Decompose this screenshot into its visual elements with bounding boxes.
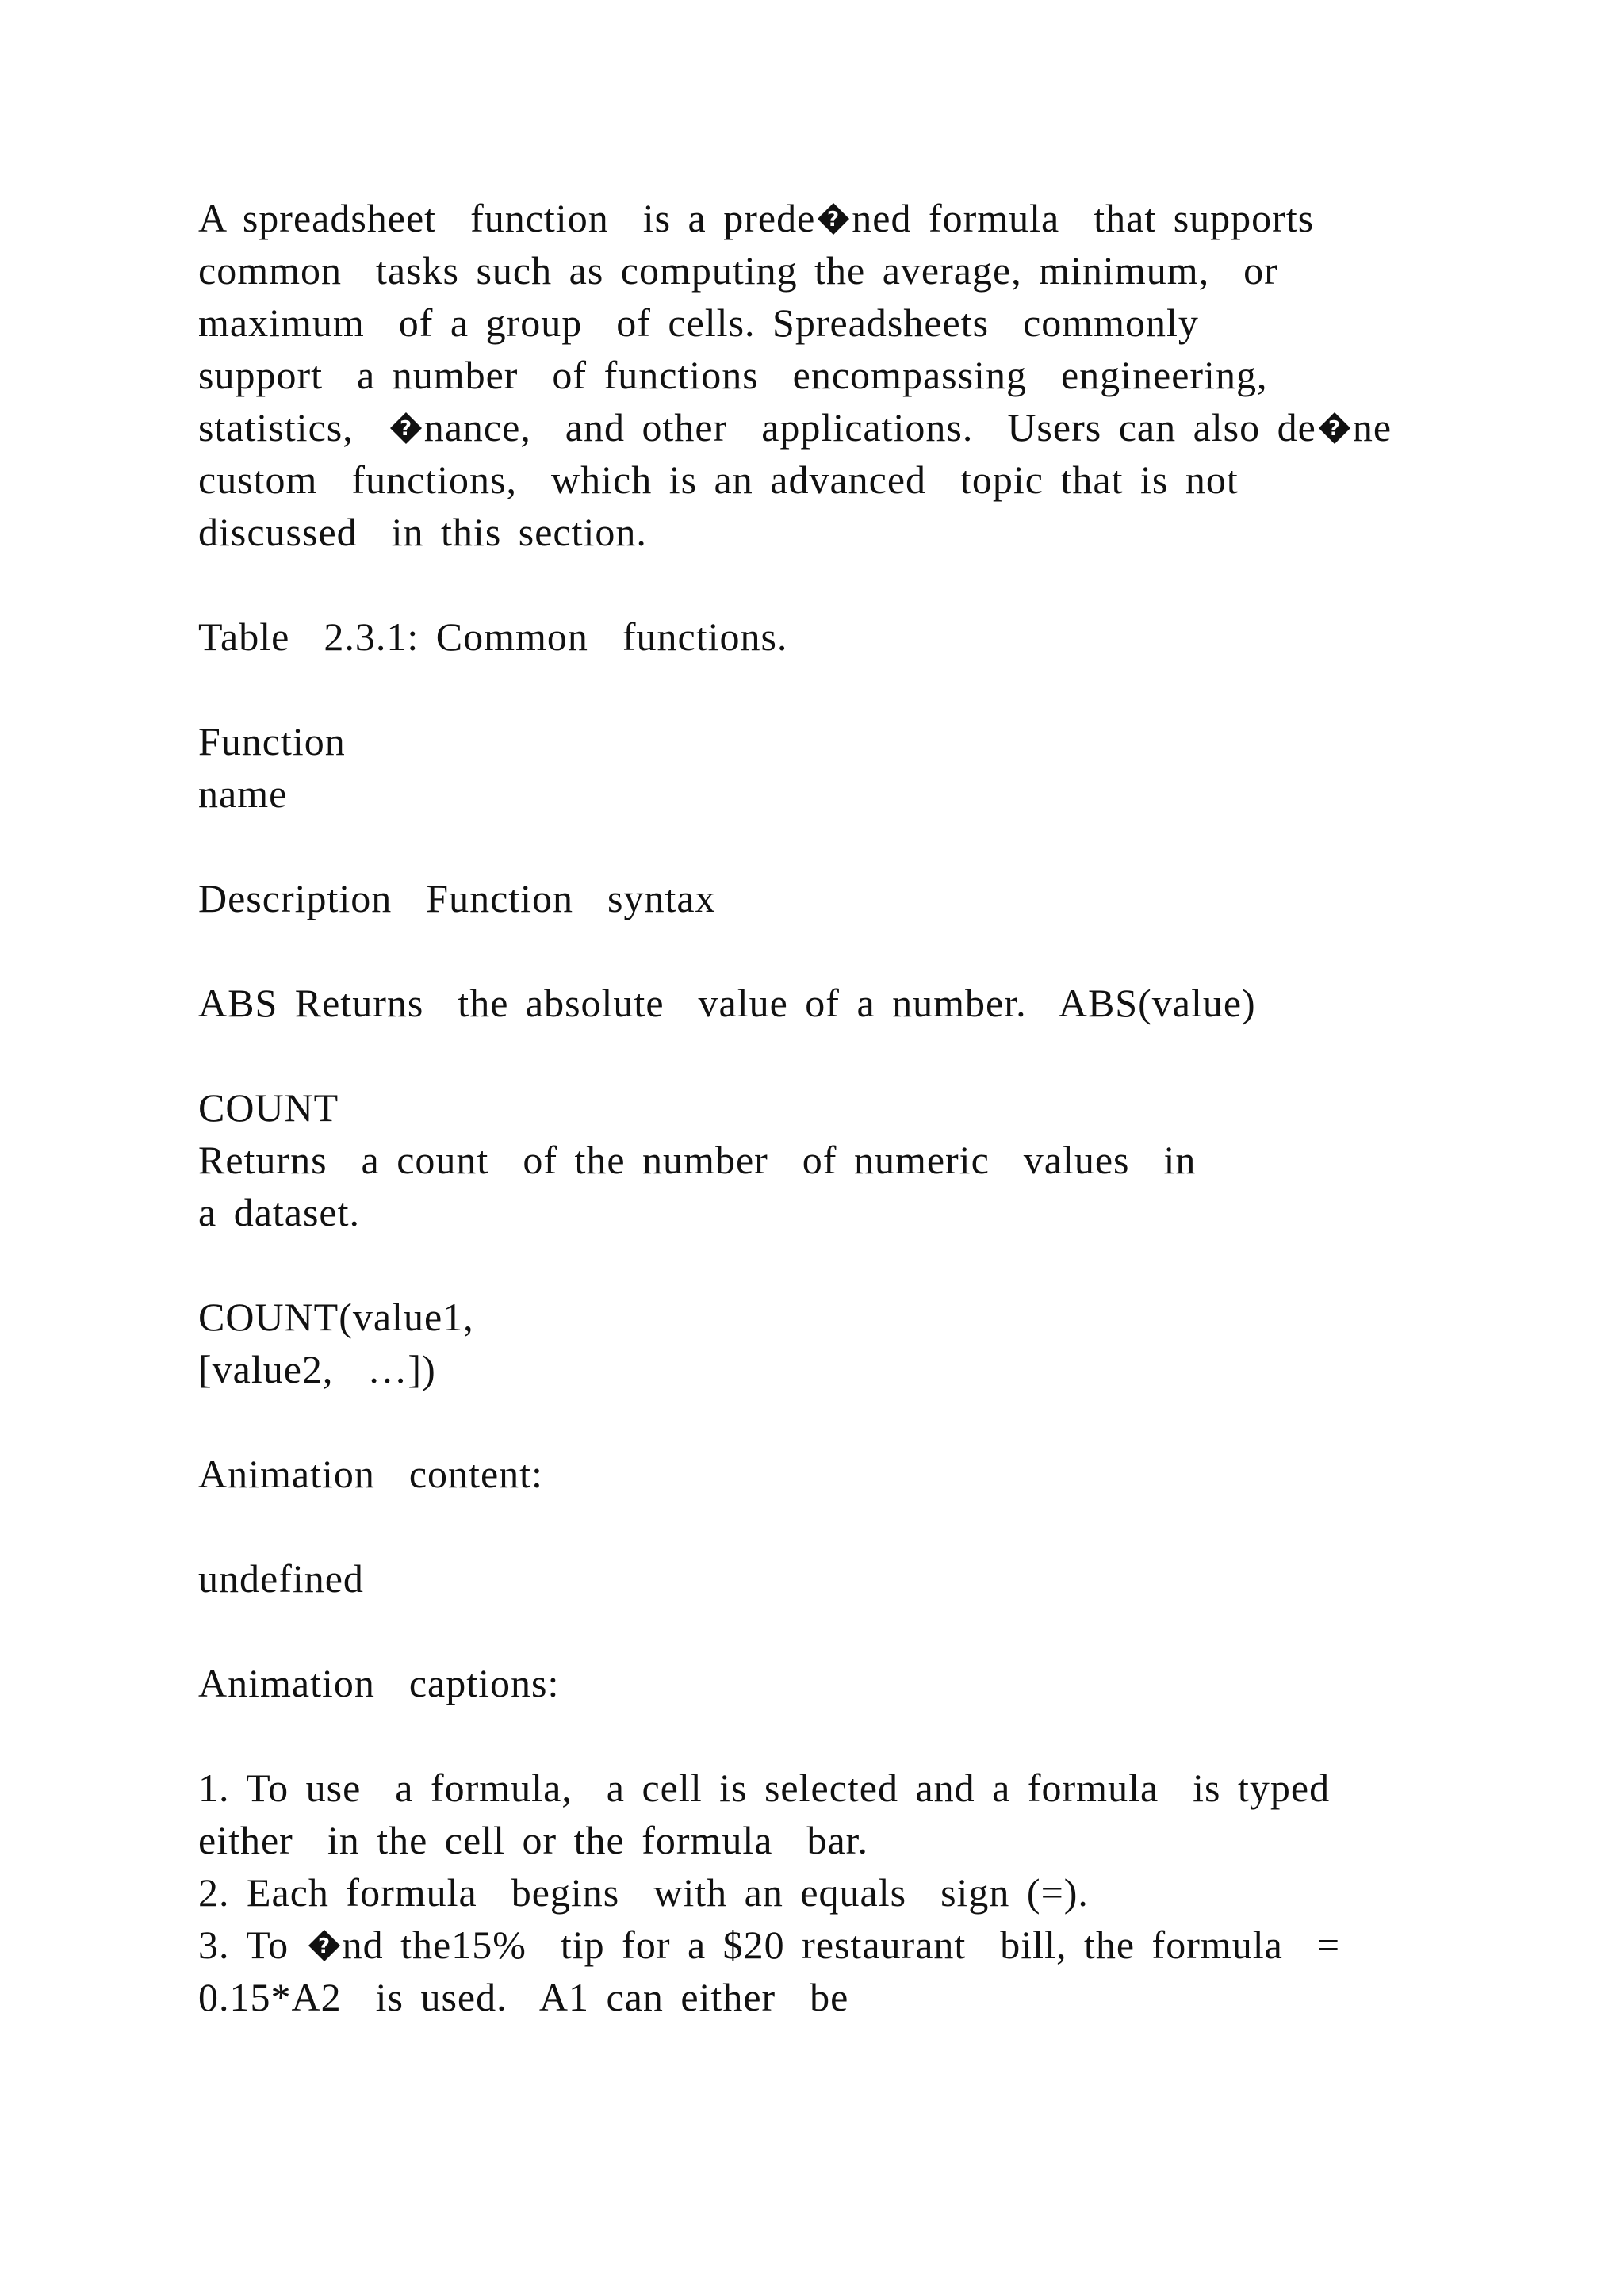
intro-line-5-part-b: nance, and other applications. Users can also de (423, 405, 1316, 450)
spacer (198, 1709, 1546, 1762)
table-caption: Table 2.3.1: Common functions. (198, 614, 788, 659)
svg-text:?: ? (1327, 417, 1341, 441)
animation-captions-label: Animation captions: (198, 1661, 560, 1705)
svg-text:?: ? (317, 1934, 331, 1958)
replacement-character-icon (1317, 411, 1352, 446)
caption-2: 2. Each formula begins with an equals sign (=). (198, 1870, 1089, 1915)
animation-content-label: Animation content: (198, 1452, 543, 1496)
intro-line-6: custom functions, which is an advanced topic that is not (198, 457, 1239, 502)
caption-3-line-1-part-a: 3. To (198, 1923, 306, 1967)
row-abs: ABS Returns the absolute value of a number. ABS(value) (198, 981, 1256, 1025)
spacer (198, 924, 1546, 977)
intro-line-5-part-a: statistics, (198, 405, 388, 450)
spacer (198, 1238, 1546, 1291)
intro-line-1 (198, 192, 1546, 244)
row-count-description-line-2: a dataset. (198, 1190, 361, 1234)
intro-line-7: discussed in this section. (198, 510, 647, 554)
replacement-character-icon (307, 1928, 342, 1963)
header-description-syntax: Description Function syntax (198, 876, 716, 920)
svg-text:?: ? (399, 417, 412, 441)
intro-line-4: support a number of functions encompassing engineering, (198, 353, 1268, 397)
intro-line-5 (198, 401, 1546, 453)
spacer (198, 1395, 1546, 1448)
replacement-character-icon (389, 411, 423, 446)
spacer (198, 1605, 1546, 1657)
row-count-syntax-line-1: COUNT(value1, (198, 1295, 474, 1339)
intro-line-3: maximum of a group of cells. Spreadsheets commonly (198, 300, 1199, 345)
row-count-syntax-line-2: [value2, …]) (198, 1347, 436, 1391)
svg-text:?: ? (827, 208, 841, 232)
intro-line-1-part-a: A spreadsheet function is a prede (198, 196, 816, 240)
intro-line-5-part-c: ne (1352, 405, 1392, 450)
spacer (198, 1029, 1546, 1081)
header-function-name-line-2: name (198, 771, 288, 816)
spacer (198, 558, 1546, 610)
spacer (198, 820, 1546, 872)
caption-3-line-1-part-b: nd the15% tip for a $20 restaurant bill, the formula = (342, 1923, 1341, 1967)
caption-1-line-1: 1. To use a formula, a cell is selected and a formula is typed (198, 1766, 1331, 1810)
row-count-description-line-1: Returns a count of the number of numeric values in (198, 1138, 1197, 1182)
caption-3-line-1 (198, 1919, 1546, 1971)
intro-line-2: common tasks such as computing the average, minimum, or (198, 248, 1278, 293)
spacer (198, 663, 1546, 715)
row-count-name: COUNT (198, 1085, 339, 1130)
header-function-name-line-1: Function (198, 719, 346, 763)
spacer (198, 1500, 1546, 1552)
caption-3-line-2: 0.15*A2 is used. A1 can either be (198, 1975, 849, 2019)
document-page (198, 192, 1546, 2023)
replacement-character-icon (816, 201, 851, 236)
intro-line-1-part-b: ned formula that supports (852, 196, 1315, 240)
animation-content-value: undefined (198, 1556, 364, 1601)
caption-1-line-2: either in the cell or the formula bar. (198, 1818, 869, 1862)
